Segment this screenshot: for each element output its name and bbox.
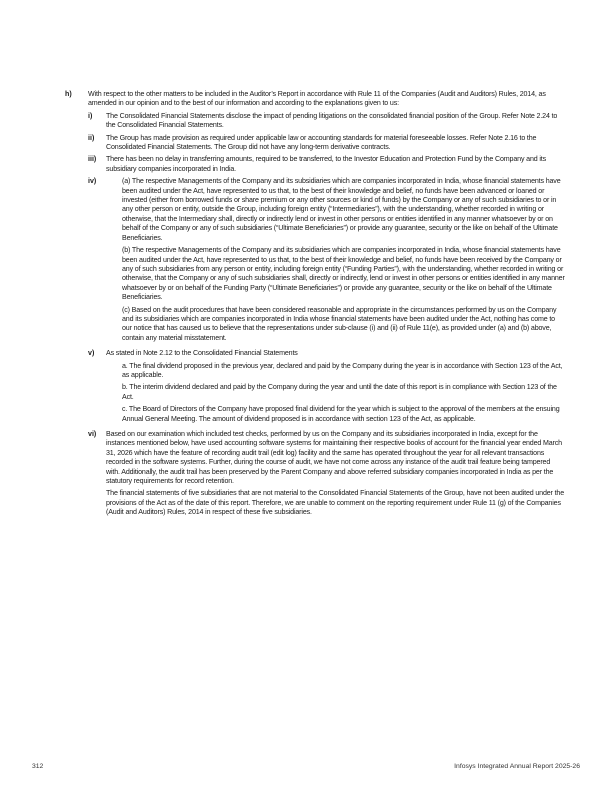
item-v-intro: As stated in Note 2.12 to the Consolidated Financial Statements	[106, 349, 298, 358]
item-v-b: b. The interim dividend declared and paid by the Company during the year and until the date of this report is in compliance with Section 123 of the Act.	[122, 383, 557, 401]
section-h-label: h)	[65, 90, 72, 98]
item-iv-a: (a) The respective Managements of the Company and its subsidiaries which are companies incorporated in India, whose financial statements have been audited under the Act, have represented to us that, to the best of their knowledge and belief, no funds have been advanced or loaned or invested (either from borrowed funds or share premium or any other sources or kind of funds) by the Company or any of such subsidiaries to or in any other person or entity, outside the Group, including foreign entity (“Intermediaries”), with the understanding, whether recorded in writing or otherwise, that the Intermediary shall, directly or indirectly lend or invest in other persons or entities identified in any manner whatsoever by or on behalf of the Company or any of such subsidiaries (“Ultimate Beneficiaries”) or provide any guarantee, security or the like on behalf of the Ultimate Beneficiaries.	[122, 177, 561, 242]
item-iii-text: There has been no delay in transferring amounts, required to be transferred, to the Investor Education and Protection Fund by the Company and its subsidiary companies incorporated in India.	[106, 155, 547, 173]
report-title: Infosys Integrated Annual Report 2025-26	[454, 763, 580, 770]
item-iv-b: (b) The respective Managements of the Company and its subsidiaries which are companies incorporated in India, whose financial statements have been audited under the Act, have represented to us that, to the best of their knowledge and belief, no funds have been received by the Company or any of such subsidiaries from any person or entity, including foreign entity (“Funding Parties”), with the understanding, whether recorded in writing or otherwise, that the Company or any of such subsidiaries shall, directly or indirectly, lend or invest in other persons or entities identified in any manner whatsoever by or on behalf of the Funding Party (“Ultimate Beneficiaries”) or provide any guarantee, security or the like on behalf of the Ultimate Beneficiaries.	[122, 246, 565, 302]
item-iv-label: iv)	[88, 177, 97, 186]
item-iv-body	[106, 177, 565, 346]
item-vi-body	[106, 430, 565, 521]
item-i-text: The Consolidated Financial Statements disclose the impact of pending litigations on the consolidated financial position of the Group. Refer Note 2.24 to the Consolidated Financial Statements.	[106, 111, 558, 130]
item-vi-paragraph-1: Based on our examination which included test checks, performed by us on the Company and its subsidiaries incorporated in India, except for the instances mentioned below, have used accounting software systems for maintaining their respective books of account for the financial year ended March 31, 2026 which have the feature of recording audit trail (edit log) facility and the same has operated throughout the year for all relevant transactions recorded in the software systems. Further, during the course of audit, we have not come across any instance of the audit trail feature being tampered with. Additionally, the audit trail has been preserved by the Parent Company and above referred subsidiary companies incorporated in India as per the statutory requirements for record retention.	[106, 430, 562, 486]
item-ii-text: The Group has made provision as required under applicable law or accounting standards for material foreseeable losses. Refer Note 2.16 to the Consolidated Financial Statements. The Group did not have any long-term derivative contracts.	[106, 133, 537, 152]
page-number: 312	[32, 763, 44, 770]
item-ii	[88, 134, 565, 153]
item-vi	[88, 430, 565, 521]
item-vi-paragraph-2: The financial statements of five subsidiaries that are not material to the Consolidated Financial Statements of the Group, have not been audited under the provisions of the Act as of the date of this report. Therefore, we are unable to comment on the reporting requirement under Rule 11 (g) of the Companies (Audit and Auditors) Rules, 2014 in respect of these five subsidiaries.	[106, 489, 564, 517]
item-v-a: a. The final dividend proposed in the previous year, declared and paid by the Company during the year is in accordance with Section 123 of the Act, as applicable.	[122, 361, 563, 379]
item-v-c: c. The Board of Directors of the Company have proposed final dividend for the year which is subject to the approval of the members at the ensuing Annual General Meeting. The amount of dividend proposed is in accordance with section 123 of the Act, as applicable.	[122, 405, 560, 423]
item-iv-c: (c) Based on the audit procedures that have been considered reasonable and appropriate in the circumstances performed by us on the Company and its subsidiaries which are companies incorporated in India whose financial statements have been audited under the Act, nothing has come to our notice that has caused us to believe that the representations under sub-clause (i) and (ii) of Rule 11(e), as provided under (a) and (b) above, contain any material misstatement.	[122, 305, 557, 342]
item-iii	[88, 155, 565, 174]
item-v-label: v)	[88, 349, 95, 358]
section-h-intro: With respect to the other matters to be included in the Auditor’s Report in accordance with Rule 11 of the Companies (Audit and Auditors) Rules, 2014, as amended in our opinion and to the best of our information and according to the explanations given to us:	[88, 90, 546, 108]
item-vi-label: vi)	[88, 430, 97, 438]
item-ii-label: ii)	[88, 133, 95, 142]
section-h-items	[65, 112, 565, 521]
item-iv	[88, 177, 565, 346]
item-i	[88, 112, 565, 131]
item-i-label: i)	[88, 111, 93, 120]
section-h	[65, 90, 565, 524]
item-v	[88, 349, 565, 427]
item-iii-label: iii)	[88, 155, 97, 164]
item-v-body	[106, 349, 565, 427]
section-h-intro-row	[65, 90, 565, 109]
